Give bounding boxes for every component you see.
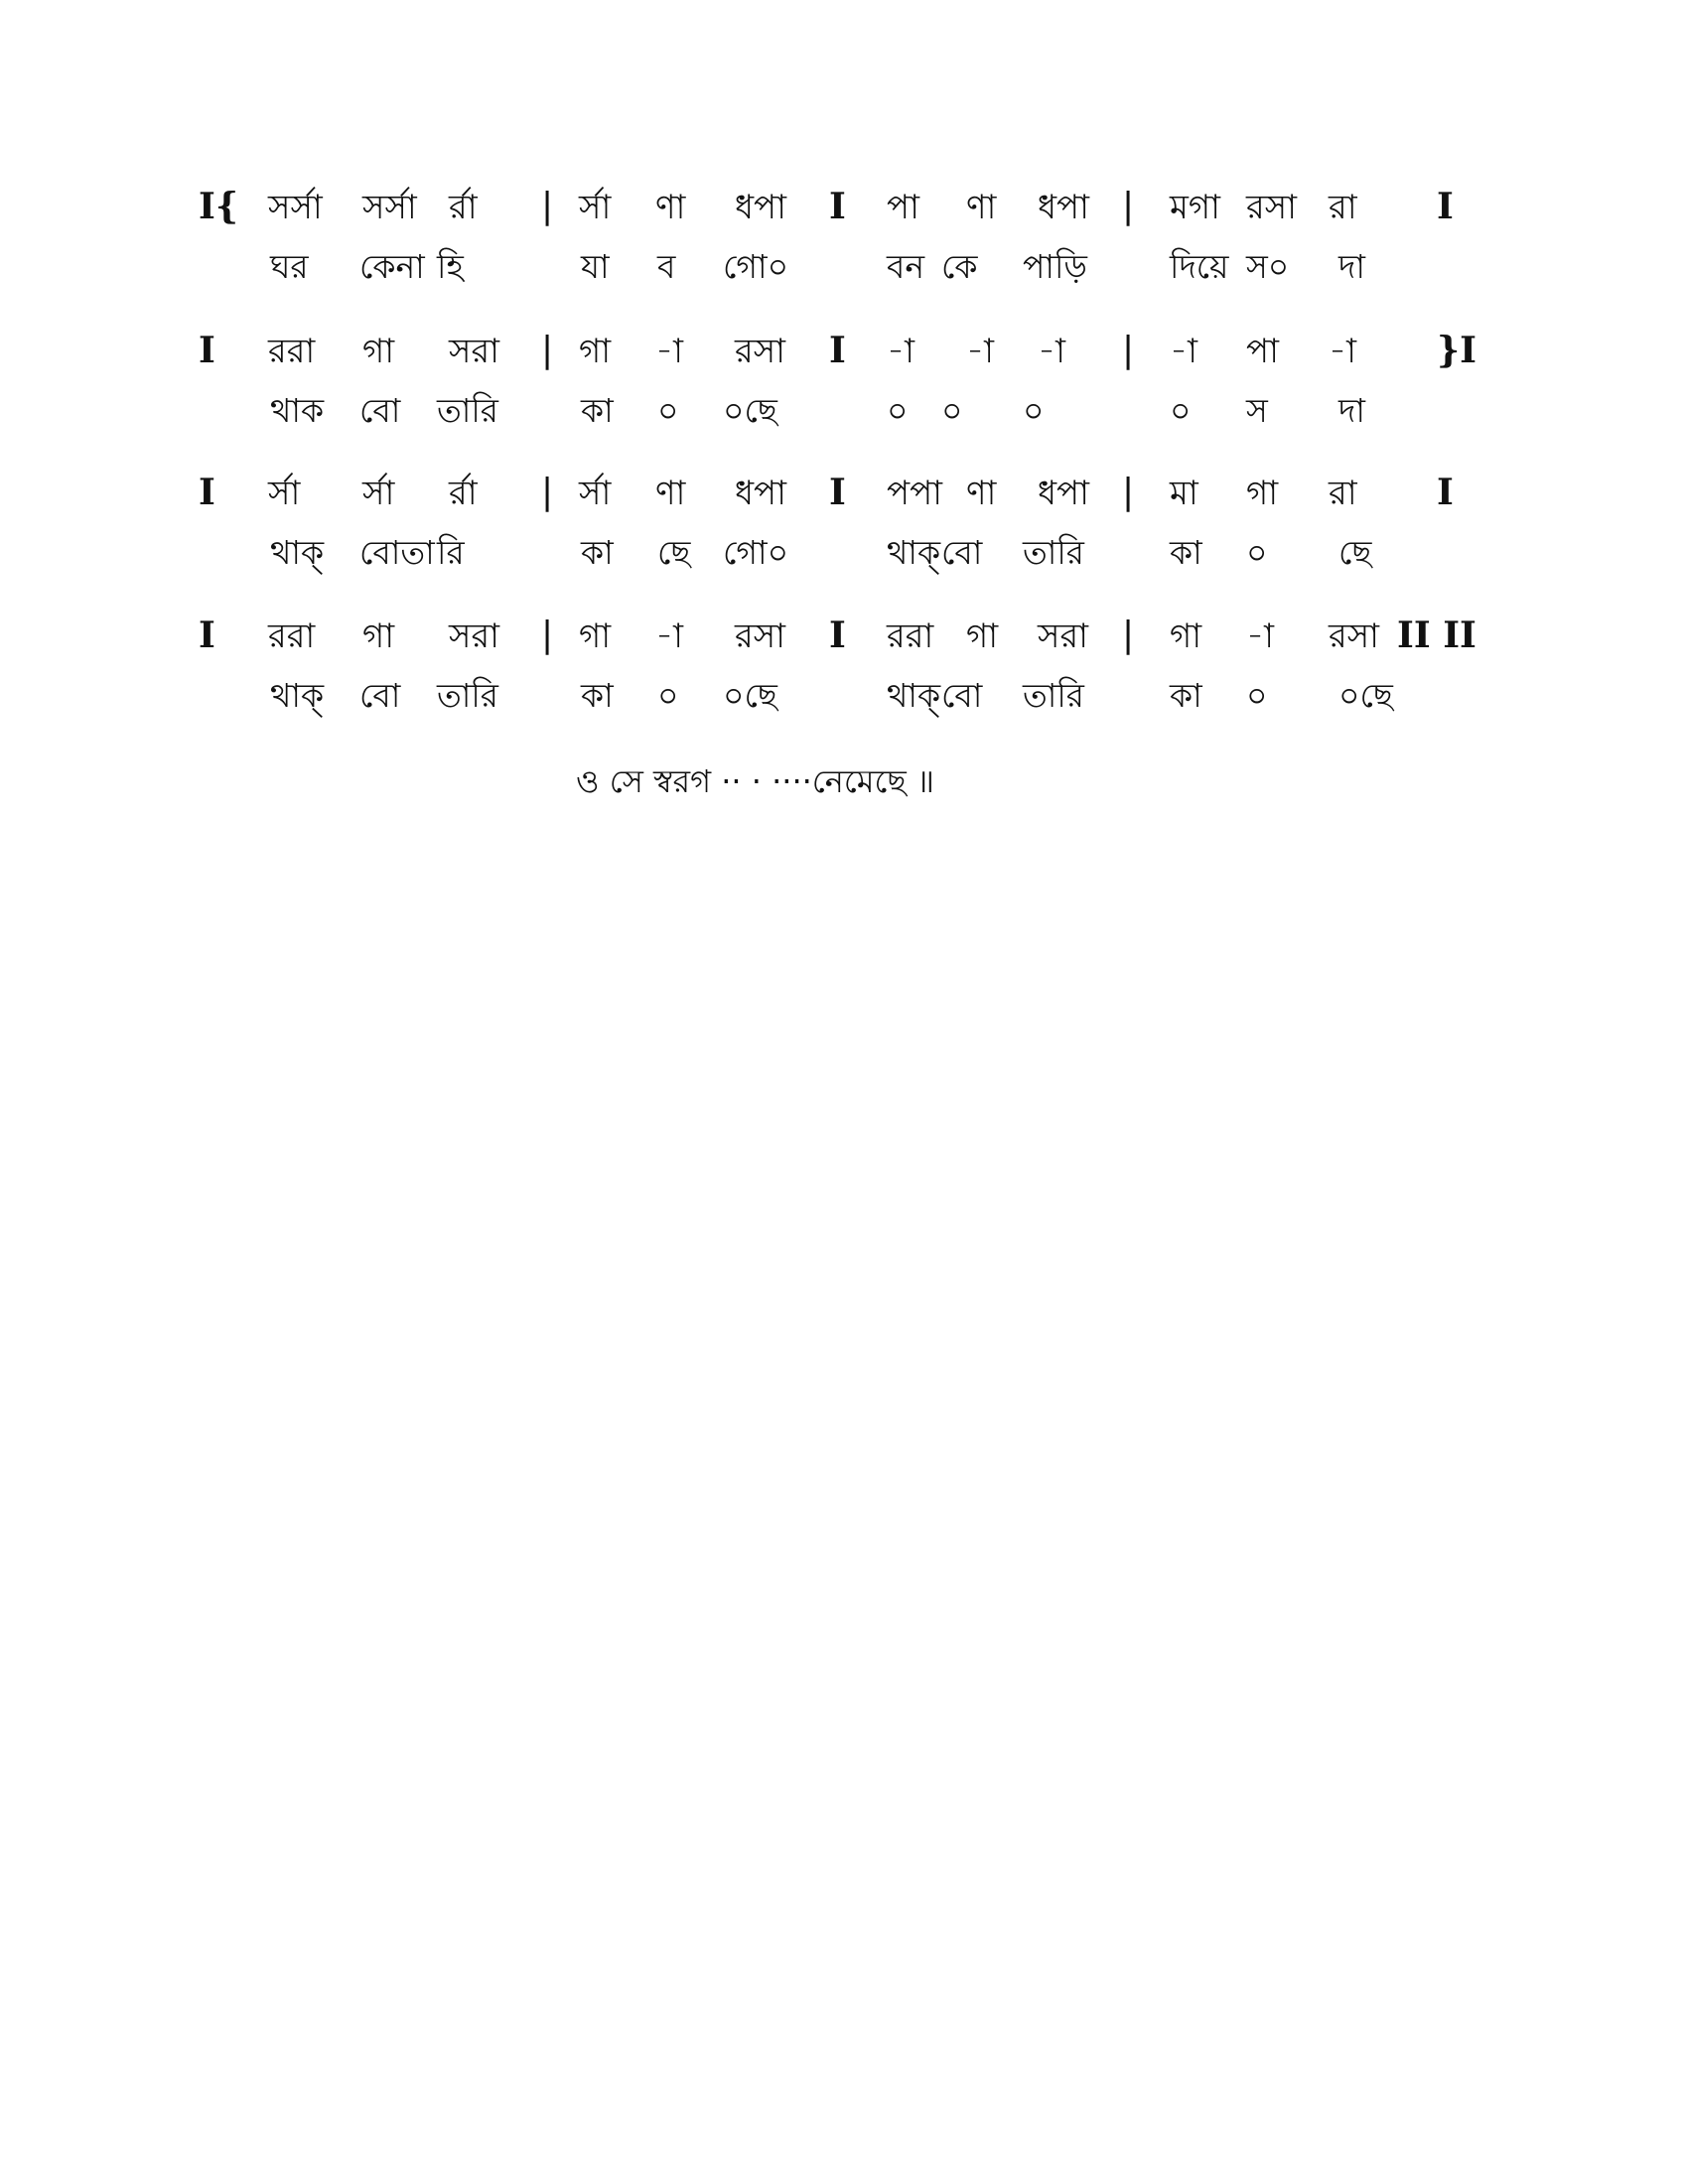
swara-note: সর্সা [268, 188, 323, 227]
barline-start: I{ [199, 186, 238, 227]
swara-note: সরা [449, 332, 500, 371]
barline-end: I [1437, 472, 1454, 513]
lyric-syllable: কা [1170, 533, 1202, 572]
swara-note: ররা [268, 332, 316, 371]
barline-sep1: | [541, 330, 554, 370]
lyric-syllable: থাক্ [887, 533, 941, 572]
lyric-syllable: ০ [887, 391, 909, 430]
swara-note: সরা [1038, 616, 1089, 656]
lyric-syllable: ০ [1170, 391, 1192, 430]
swara-note: গা [1246, 474, 1279, 513]
lyric-syllable: যা [581, 247, 610, 286]
lyric-syllable: কা [1170, 676, 1202, 715]
lyric-syllable: দিয়ে [1170, 247, 1229, 286]
barline-sep1: | [541, 472, 554, 512]
swara-note: গা [579, 616, 612, 656]
lyric-syllable: গো০ [723, 533, 789, 572]
swara-note: পা [887, 188, 919, 227]
lyric-syllable: ০ [657, 676, 679, 715]
lyric-syllable: ব [657, 247, 676, 286]
swara-note: রসা [735, 616, 786, 656]
lyric-syllable: ০ [941, 391, 963, 430]
barline-sep2: I [829, 472, 846, 513]
lyric-syllable: তারি [437, 676, 498, 715]
lyric-syllable: থাক্ [270, 533, 325, 572]
swara-note: ণা [655, 474, 686, 513]
swara-note: ররা [887, 616, 934, 656]
swara-note: -া [1329, 332, 1356, 371]
swara-note: গা [362, 332, 395, 371]
swara-note: পপা [887, 474, 943, 513]
swara-note: মা [1170, 474, 1198, 513]
notation-system-3 [0, 472, 1688, 584]
lyric-syllable: বোতা [359, 533, 435, 572]
lyric-syllable: ছে [657, 533, 691, 572]
swara-note: -া [887, 332, 914, 371]
swara-note: -া [1038, 332, 1065, 371]
swara-note: রসা [1246, 188, 1298, 227]
lyric-syllable: থাক [270, 391, 325, 430]
notation-system-2 [0, 330, 1688, 442]
swara-note: গা [579, 332, 612, 371]
lyric-syllable: ০ছে [723, 391, 777, 430]
swara-note: ধপা [1038, 474, 1089, 513]
lyric-syllable: থাক্ [887, 676, 941, 715]
lyric-syllable: ০ [657, 391, 679, 430]
swara-note: র্সা [268, 474, 301, 513]
barline-start: I [199, 330, 215, 371]
lyric-syllable: কা [581, 391, 614, 430]
barline-sep1: | [541, 186, 554, 226]
swara-note: র্সা [579, 188, 612, 227]
swara-note: রা [1329, 188, 1357, 227]
footer-line: ও সে স্বরগ ·· · ····নেমেছে ॥ [576, 762, 935, 800]
lyric-syllable: বো [359, 676, 401, 715]
swara-note: র্রা [449, 474, 478, 513]
swara-note: রসা [1329, 616, 1380, 656]
lyric-syllable: তারি [1023, 533, 1084, 572]
lyric-syllable: স০ [1246, 247, 1290, 286]
lyric-syllable: তারি [1023, 676, 1084, 715]
barline-sep3: | [1122, 472, 1135, 512]
lyric-syllable: কা [581, 676, 614, 715]
lyric-syllable: বো [359, 391, 401, 430]
lyric-syllable: পাড়ি [1023, 247, 1087, 286]
barline-sep2: I [829, 186, 846, 227]
lyric-syllable: রি [437, 533, 465, 572]
lyric-syllable: ০ [1023, 391, 1045, 430]
swara-note: সর্সা [362, 188, 417, 227]
swara-note: পা [1246, 332, 1279, 371]
swara-note: র্সা [362, 474, 395, 513]
swara-note: -া [655, 332, 683, 371]
barline-sep3: | [1122, 330, 1135, 370]
lyric-syllable: থাক্ [270, 676, 325, 715]
barline-end: I [1437, 186, 1454, 227]
swara-note: রসা [735, 332, 786, 371]
lyric-syllable: ০ [1246, 676, 1268, 715]
swara-note: ধপা [735, 474, 786, 513]
swara-note: ধপা [1038, 188, 1089, 227]
lyric-syllable: ০ছে [723, 676, 777, 715]
lyric-syllable: ০ [1246, 533, 1268, 572]
lyric-syllable: ০ছে [1338, 676, 1393, 715]
swara-note: রা [1329, 474, 1357, 513]
lyric-syllable: হি [437, 247, 464, 286]
lyric-syllable: কেনা [359, 247, 425, 286]
barline-sep1: | [541, 614, 554, 655]
swara-note: র্সা [579, 474, 612, 513]
swara-note: মগা [1170, 188, 1221, 227]
swara-note: -া [966, 332, 994, 371]
lyric-syllable: দা [1338, 247, 1365, 286]
swara-note: র্রা [449, 188, 478, 227]
swara-note: গা [362, 616, 395, 656]
notation-system-1 [0, 186, 1688, 298]
barline-sep3: | [1122, 614, 1135, 655]
swara-note: সরা [449, 616, 500, 656]
lyric-syllable: স [1246, 391, 1268, 430]
lyric-syllable: কা [581, 533, 614, 572]
barline-sep3: | [1122, 186, 1135, 226]
lyric-syllable: তারি [437, 391, 498, 430]
swara-note: ণা [655, 188, 686, 227]
lyric-syllable: ছে [1338, 533, 1372, 572]
lyric-syllable: কে [941, 247, 978, 286]
lyric-syllable: দা [1338, 391, 1365, 430]
swara-note: গা [966, 616, 999, 656]
barline-sep2: I [829, 330, 846, 371]
lyric-syllable: বো [941, 676, 983, 715]
lyric-syllable: গো০ [723, 247, 789, 286]
swara-note: গা [1170, 616, 1202, 656]
swara-note: ধপা [735, 188, 786, 227]
swara-note: ণা [966, 474, 997, 513]
barline-end: }I [1437, 330, 1477, 371]
barline-start: I [199, 472, 215, 513]
swara-note: -া [1246, 616, 1274, 656]
swara-note: -া [655, 616, 683, 656]
swara-note: ণা [966, 188, 997, 227]
lyric-syllable: ঘর [270, 247, 309, 286]
barline-end: II II [1397, 614, 1477, 656]
barline-sep2: I [829, 614, 846, 656]
lyric-syllable: বো [941, 533, 983, 572]
barline-start: I [199, 614, 215, 656]
swara-note: ররা [268, 616, 316, 656]
lyric-syllable: বন [887, 247, 925, 286]
notation-system-4 [0, 614, 1688, 727]
swara-note: -া [1170, 332, 1197, 371]
